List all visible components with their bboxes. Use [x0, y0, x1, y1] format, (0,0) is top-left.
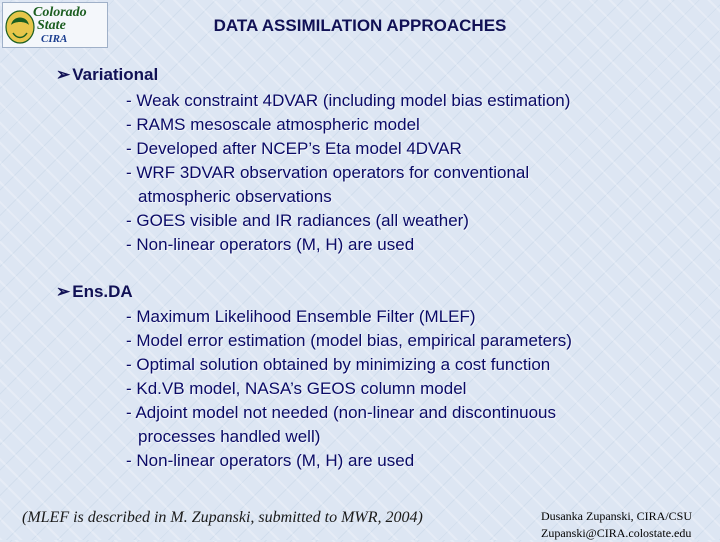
list-item-continuation: atmospheric observations: [138, 187, 332, 206]
slide-title: DATA ASSIMILATION APPROACHES: [213, 16, 507, 35]
section-heading-ensda: ➢ Ens.DA: [56, 282, 133, 301]
author-email: Zupanski@CIRA.colostate.edu: [541, 526, 692, 540]
list-item: - RAMS mesoscale atmospheric model: [126, 115, 420, 134]
arrow-bullet-icon: ➢: [56, 282, 71, 301]
list-item-continuation: processes handled well): [138, 427, 321, 446]
arrow-bullet-icon: ➢: [56, 65, 71, 84]
ensda-list: [126, 305, 572, 473]
logo-text-cira: CIRA: [41, 33, 68, 45]
logo-text-colorado: Colorado: [33, 5, 87, 20]
author-name: Dusanka Zupanski, CIRA/CSU: [541, 509, 692, 523]
list-item: - Non-linear operators (M, H) are used: [126, 235, 415, 254]
list-item: - Non-linear operators (M, H) are used: [126, 451, 415, 470]
list-item: - Maximum Likelihood Ensemble Filter (MLEF): [126, 307, 476, 326]
logo-text-state: State: [37, 18, 66, 33]
list-item: - Model error estimation (model bias, empirical parameters): [126, 331, 572, 350]
author-block: [541, 508, 692, 542]
list-item: - GOES visible and IR radiances (all weather): [126, 211, 469, 230]
citation-note: (MLEF is described in M. Zupanski, submitted to MWR, 2004): [22, 509, 423, 526]
list-item: - Adjoint model not needed (non-linear and discontinuous: [126, 403, 557, 422]
list-item: - WRF 3DVAR observation operators for conventional: [126, 163, 530, 182]
list-item: - Weak constraint 4DVAR (including model bias estimation): [126, 91, 571, 110]
list-item: - Kd.VB model, NASA’s GEOS column model: [126, 379, 467, 398]
variational-list: [126, 89, 570, 257]
list-item: - Developed after NCEP’s Eta model 4DVAR: [126, 139, 462, 158]
section-heading-variational: ➢ Variational: [56, 65, 159, 84]
list-item: - Optimal solution obtained by minimizing a cost function: [126, 355, 551, 374]
